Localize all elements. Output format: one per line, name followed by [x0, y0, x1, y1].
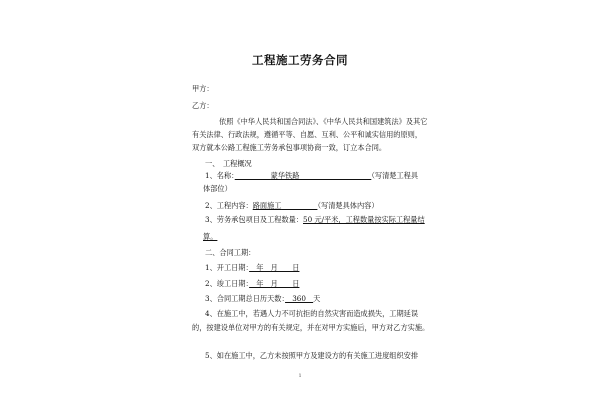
preamble-line-1: 依照《中华人民共和国合同法》、《中华人民共和国建筑法》及其它: [219, 117, 428, 126]
section2-item1: [205, 263, 299, 272]
preamble-line-2: 有关法律、行政法规，遵循平等、自愿、互利、公平和诚实信用的原则，: [192, 130, 423, 139]
start-date-label: 1、开工日期：: [205, 263, 250, 272]
section2-heading: 二、合同工期：: [205, 248, 256, 257]
section1-item1-note-cont: 体部位）: [203, 184, 232, 193]
section1-item1: [205, 171, 418, 180]
section1-heading: 一、 工程概况: [205, 159, 252, 168]
total-days-value: 360: [285, 294, 314, 303]
section2-item5-line1: 5、如在施工中，乙方未按照甲方及建设方的有关施工进度组织安排: [205, 351, 419, 360]
item2-blank: [281, 201, 317, 210]
document-title: 工程施工劳务合同: [252, 53, 348, 67]
party-a-label: 甲方：: [192, 84, 214, 93]
item2-value: 路面施工: [252, 201, 282, 210]
party-b-label: 乙方：: [192, 101, 214, 110]
section2-item4-line2: 的，按建设单位对甲方的有关规定，并在对甲方实施后，甲方对乙方实施。: [192, 323, 430, 332]
section2-item2: [205, 279, 299, 288]
item1-note: （写清楚工程具: [371, 171, 419, 180]
section1-item3-value-cont: 算。: [203, 232, 218, 241]
page-number: 1: [298, 374, 302, 379]
item1-value: 蒙华铁路: [234, 171, 372, 180]
item2-note: （写清楚具体内容）: [317, 201, 379, 210]
section1-item2: [205, 201, 379, 210]
section1-item3: [205, 215, 425, 224]
item3-label: 3、劳务承包项目及工程数量：: [205, 215, 304, 224]
end-date-blanks: 年 月 日: [249, 279, 300, 288]
section2-item3: [205, 294, 320, 303]
item2-label: 2、工程内容：: [205, 201, 253, 210]
section2-item4-line1: 4、在施工中，若遇人力不可抗拒的自然灾害而造成损失，工期延误: [205, 309, 419, 318]
total-days-unit: 天: [313, 294, 321, 303]
start-date-blanks: 年 月 日: [249, 263, 300, 272]
total-days-label: 3、合同工期总日历天数：: [205, 294, 286, 303]
end-date-label: 2、竣工日期：: [205, 279, 250, 288]
item3-value: 50 元/平米，工程数量按实际工程量结: [303, 215, 425, 224]
item1-label: 1、名称：: [205, 171, 235, 180]
preamble-line-3: 双方就本公路工程施工劳务承包事项协商一致，订立本合同。: [192, 143, 387, 152]
